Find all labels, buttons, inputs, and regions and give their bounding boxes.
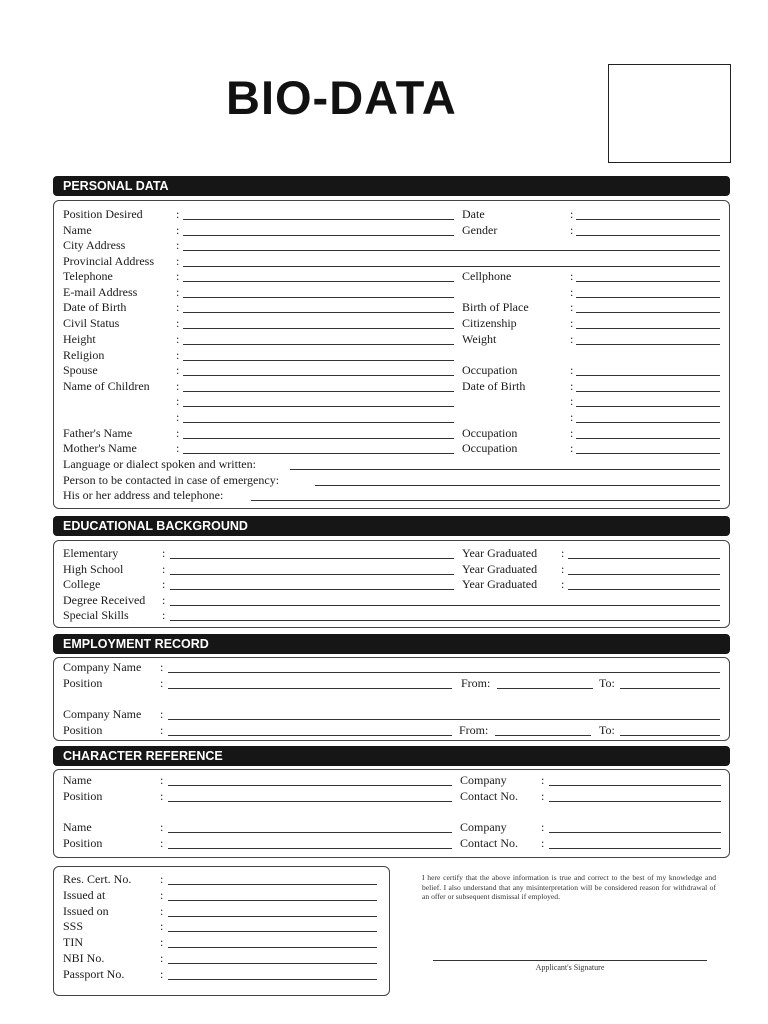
children-field-1[interactable] — [183, 391, 454, 392]
to-field-2[interactable] — [620, 735, 720, 736]
res-cert-field[interactable] — [168, 884, 377, 885]
ref-position-field-2[interactable] — [168, 848, 452, 849]
high-school-year-field[interactable] — [568, 574, 720, 575]
position-field-2[interactable] — [168, 735, 452, 736]
section-header-education: EDUCATIONAL BACKGROUND — [53, 516, 730, 536]
cellphone-field-2[interactable] — [576, 297, 720, 298]
passport-field[interactable] — [168, 979, 377, 980]
civil-status-field[interactable] — [183, 328, 454, 329]
city-address-field[interactable] — [183, 250, 720, 251]
provincial-address-field[interactable] — [183, 266, 720, 267]
children-dob-field-1[interactable] — [576, 391, 720, 392]
position-field-1[interactable] — [168, 688, 452, 689]
issued-on-field[interactable] — [168, 916, 377, 917]
sss-field[interactable] — [168, 931, 377, 932]
ref-company-field-2[interactable] — [549, 832, 721, 833]
section-header-employment: EMPLOYMENT RECORD — [53, 634, 730, 654]
cellphone-field[interactable] — [576, 281, 720, 282]
college-field[interactable] — [170, 589, 454, 590]
ref-name-field-1[interactable] — [168, 785, 452, 786]
name-field[interactable] — [183, 235, 454, 236]
emergency-person-field[interactable] — [315, 485, 720, 486]
to-field-1[interactable] — [620, 688, 720, 689]
ref-position-field-1[interactable] — [168, 801, 452, 802]
father-name-field[interactable] — [183, 438, 454, 439]
signature-label: Applicant's Signature — [535, 963, 605, 972]
language-field[interactable] — [290, 469, 720, 470]
from-field-2[interactable] — [495, 735, 591, 736]
elementary-year-field[interactable] — [568, 558, 720, 559]
signature-field[interactable] — [433, 960, 707, 961]
certification-text: I here certify that the above information is true and correct to the best of my knowledge and belief. I also understand that any misinterpretation will be considered reason for withdrawal of an offer or subsequent dismissal if employed. — [422, 873, 716, 901]
degree-field[interactable] — [170, 605, 720, 606]
children-dob-field-2[interactable] — [576, 406, 720, 407]
page-title: BIO-DATA — [226, 71, 457, 124]
nbi-field[interactable] — [168, 963, 377, 964]
spouse-occupation-field[interactable] — [576, 375, 720, 376]
education-box — [53, 540, 730, 628]
section-header-reference: CHARACTER REFERENCE — [53, 746, 730, 766]
weight-field[interactable] — [576, 344, 720, 345]
company-name-field-2[interactable] — [168, 719, 720, 720]
employment-box — [53, 657, 730, 741]
children-dob-field-3[interactable] — [576, 422, 720, 423]
photo-box — [608, 64, 731, 163]
college-year-field[interactable] — [568, 589, 720, 590]
ref-name-field-2[interactable] — [168, 832, 452, 833]
reference-box — [53, 769, 730, 858]
gender-field[interactable] — [576, 235, 720, 236]
section-header-personal: PERSONAL DATA — [53, 176, 730, 196]
tin-field[interactable] — [168, 947, 377, 948]
height-field[interactable] — [183, 344, 454, 345]
date-field[interactable] — [576, 219, 720, 220]
email-field[interactable] — [183, 297, 454, 298]
elementary-field[interactable] — [170, 558, 454, 559]
ref-company-field-1[interactable] — [549, 785, 721, 786]
ref-contact-field-2[interactable] — [549, 848, 721, 849]
company-name-field-1[interactable] — [168, 672, 720, 673]
emergency-address-field[interactable] — [251, 500, 720, 501]
skills-field[interactable] — [170, 620, 720, 621]
citizenship-field[interactable] — [576, 328, 720, 329]
father-occupation-field[interactable] — [576, 438, 720, 439]
spouse-field[interactable] — [183, 375, 454, 376]
mother-name-field[interactable] — [183, 453, 454, 454]
telephone-field[interactable] — [183, 281, 454, 282]
birth-place-field[interactable] — [576, 312, 720, 313]
children-field-2[interactable] — [183, 406, 454, 407]
ref-contact-field-1[interactable] — [549, 801, 721, 802]
children-field-3[interactable] — [183, 422, 454, 423]
date-of-birth-field[interactable] — [183, 312, 454, 313]
position-desired-field[interactable] — [183, 219, 454, 220]
issued-at-field[interactable] — [168, 900, 377, 901]
mother-occupation-field[interactable] — [576, 453, 720, 454]
high-school-field[interactable] — [170, 574, 454, 575]
religion-field[interactable] — [183, 360, 454, 361]
from-field-1[interactable] — [497, 688, 593, 689]
